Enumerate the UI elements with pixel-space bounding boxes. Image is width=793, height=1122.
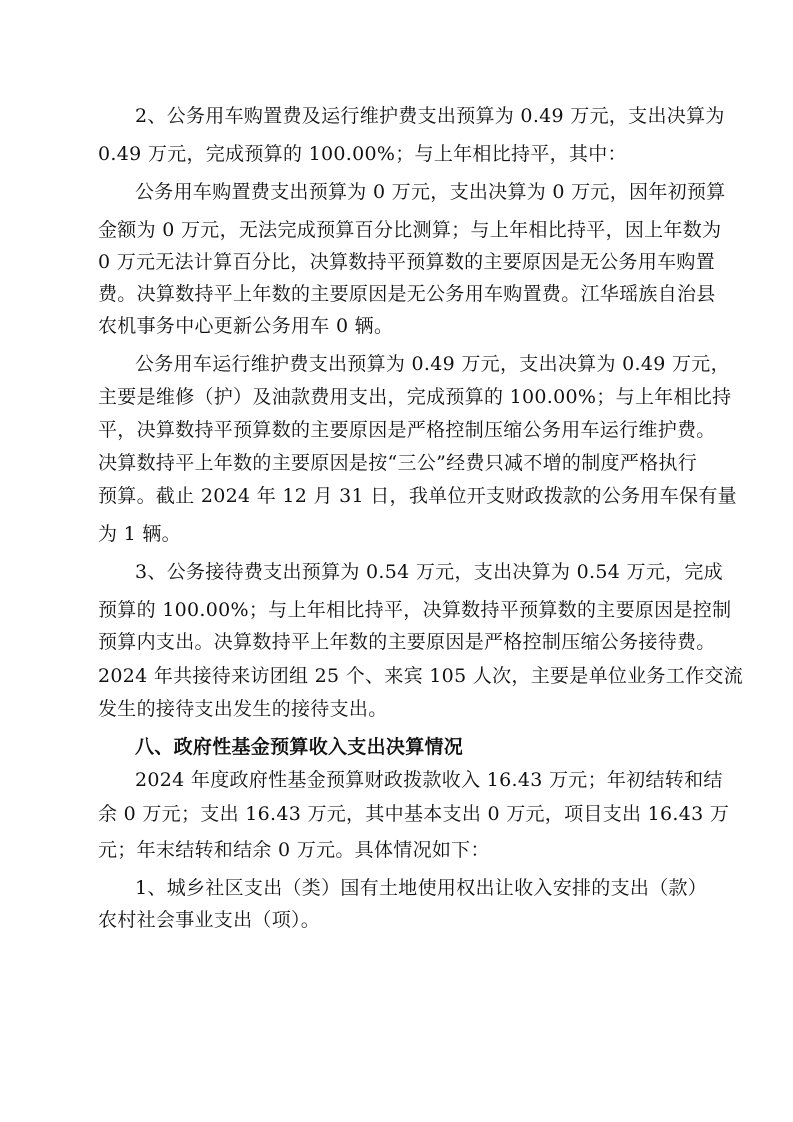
section3-line-1: 3、公务接待费支出预算为 0.54 万元，支出决算为 0.54 万元，完成 bbox=[135, 561, 723, 583]
section3-line-4: 2024 年共接待来访团组 25 个、来宾 105 人次，主要是单位业务工作交流 bbox=[98, 665, 743, 687]
purchase-line-5: 农机事务中心更新公务用车 0 辆。 bbox=[98, 315, 394, 337]
section8-heading: 八、政府性基金预算收入支出决算情况 bbox=[135, 736, 464, 758]
purchase-line-1: 公务用车购置费支出预算为 0 万元，支出决算为 0 万元，因年初预算 bbox=[135, 181, 726, 203]
purchase-line-2: 金额为 0 万元，无法完成预算百分比测算；与上年相比持平，因上年数为 bbox=[98, 219, 722, 241]
section8-item-line-2: 农村社会事业支出（项）。 bbox=[98, 909, 321, 931]
maintenance-line-6: 为 1 辆。 bbox=[98, 523, 181, 545]
section2-line-2: 0.49 万元，完成预算的 100.00%；与上年相比持平，其中： bbox=[98, 143, 627, 165]
section8-summary-line-2: 余 0 万元；支出 16.43 万元，其中基本支出 0 万元，项目支出 16.43 万 bbox=[98, 803, 730, 825]
purchase-line-3: 0 万元无法计算百分比，决算数持平预算数的主要原因是无公务用车购置 bbox=[98, 251, 716, 273]
maintenance-line-4: 决算数持平上年数的主要原因是按“三公”经费只减不增的制度严格执行 bbox=[98, 452, 698, 474]
section3-line-3: 预算内支出。决算数持平上年数的主要原因是严格控制压缩公务接待费。 bbox=[98, 631, 716, 653]
section3-line-5: 发生的接待支出发生的接待支出。 bbox=[98, 698, 388, 720]
maintenance-line-1: 公务用车运行维护费支出预算为 0.49 万元，支出决算为 0.49 万元， bbox=[135, 353, 730, 375]
purchase-line-4: 费。决算数持平上年数的主要原因是无公务用车购置费。江华瑶族自治县 bbox=[98, 283, 716, 305]
maintenance-line-5: 预算。截止 2024 年 12 月 31 日，我单位开支财政拨款的公务用车保有量 bbox=[98, 485, 737, 507]
section8-item-line-1: 1、城乡社区支出（类）国有土地使用权出让收入安排的支出（款） bbox=[135, 877, 708, 899]
maintenance-line-3: 平，决算数持平预算数的主要原因是严格控制压缩公务用车运行维护费。 bbox=[98, 419, 716, 441]
section8-summary-line-1: 2024 年度政府性基金预算财政拨款收入 16.43 万元；年初结转和结 bbox=[135, 769, 723, 791]
section2-line-1: 2、公务用车购置费及运行维护费支出预算为 0.49 万元，支出决算为 bbox=[135, 105, 725, 127]
section8-summary-line-3: 元；年末结转和结余 0 万元。具体情况如下： bbox=[98, 839, 490, 861]
maintenance-line-2: 主要是维修（护）及油款费用支出，完成预算的 100.00%；与上年相比持 bbox=[98, 386, 732, 408]
section3-line-2: 预算的 100.00%；与上年相比持平，决算数持平预算数的主要原因是控制 bbox=[98, 599, 732, 621]
